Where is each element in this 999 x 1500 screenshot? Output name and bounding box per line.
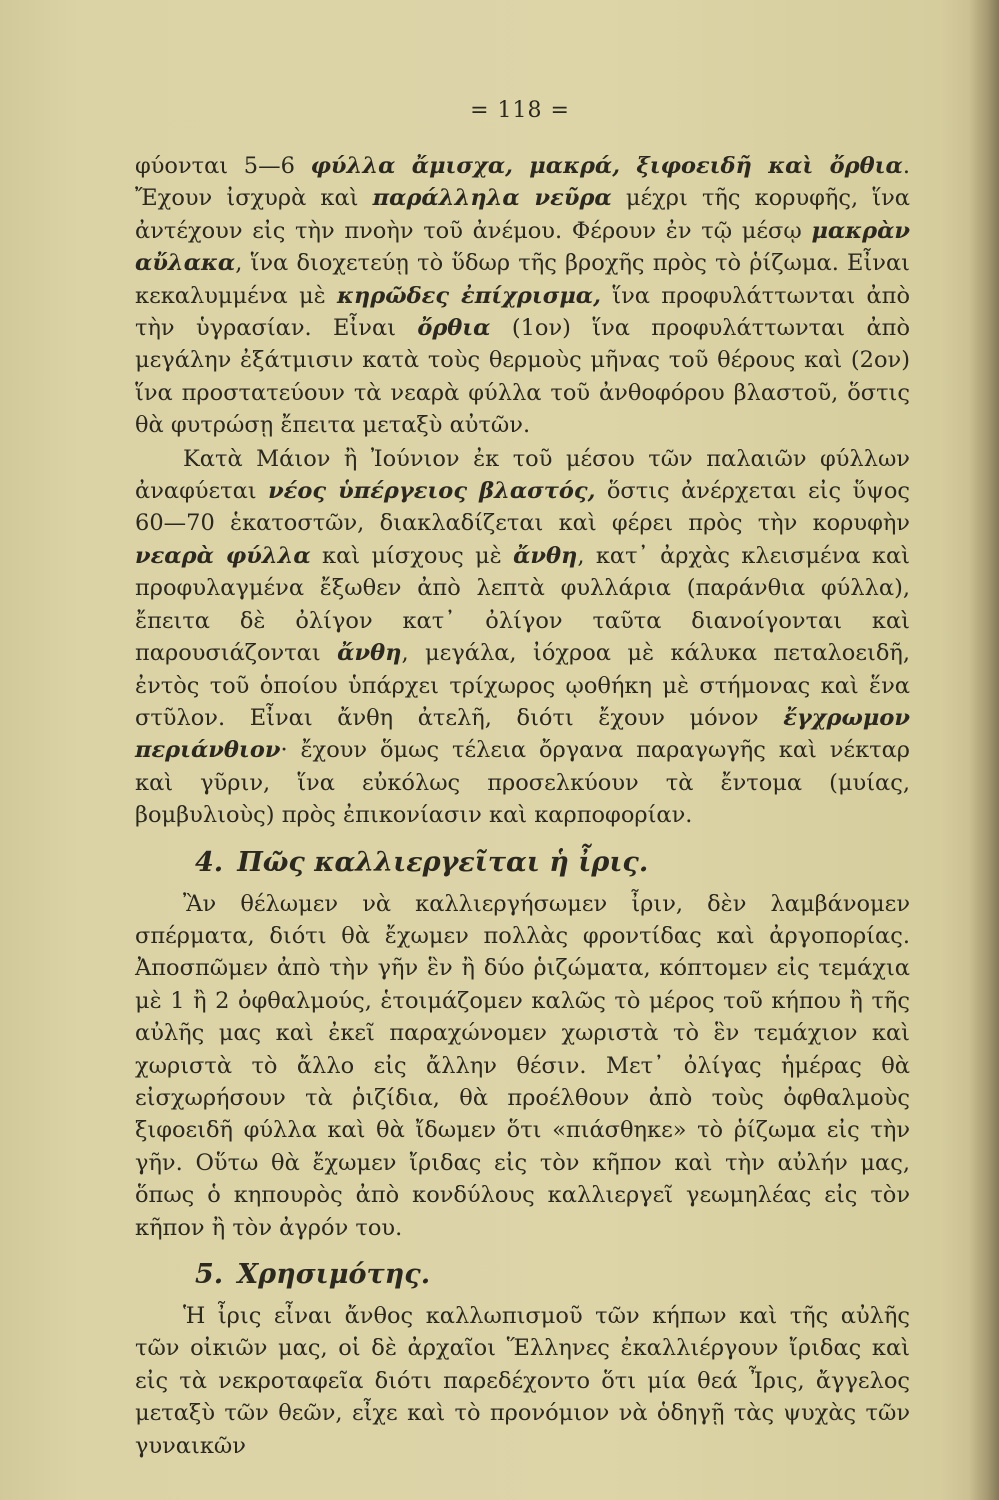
text-run: , ἵνα διοχετεύῃ τὸ ὕδωρ τῆς βροχῆς πρὸς τὸ ῥίζωμα. Εἶναι κεκαλυμμένα μὲ [135,250,910,309]
section-heading-usefulness [195,1256,910,1294]
text-run: μέχρι τῆς κορυφῆς, ἵνα ἀντέχουν εἰς τὴν πνοὴν τοῦ ἀνέμου. Φέρουν ἐν τῷ μέσῳ [135,185,910,244]
page-number: = 118 = [470,98,570,123]
text-run: . Ἔχουν ἰσχυρὰ καὶ [135,153,910,212]
emphasized-term: φύλλα ἄμισχα, μακρά, ξιφοειδῆ καὶ ὄρθια [310,153,903,179]
text-run: καὶ μίσχους μὲ [310,542,514,569]
section-number: 5. [195,1259,224,1290]
emphasized-term: ὄρθια [417,315,491,342]
text-run: ἵνα προφυλάττωνται ἀπὸ τὴν ὑγρασίαν. Εἶναι [135,282,910,342]
emphasized-term: κηρῶδες ἐπίχρισμα, [337,282,601,309]
text-run: Κατὰ Μάιον ἢ Ἰούνιον ἐκ τοῦ μέσου τῶν παλαιῶν φύλλων ἀναφύεται [135,445,910,505]
text-run: , μεγάλα, ἰόχροα μὲ κάλυκα πεταλοειδῆ, ἐντὸς τοῦ ὁποίου ὑπάρχει τρίχωρος ῳοθήκη μὲ στήμονας καὶ ἕνα στῦλον. Εἶναι ἄνθη ἀτελῆ, διότι ἔχουν μόνον [135,640,911,731]
emphasized-term: νέος ὑπέργειος βλαστός, [268,478,596,505]
emphasized-term: ἄνθη [513,542,578,569]
text-run: , κατ᾽ ἀρχὰς κλεισμένα καὶ προφυλαγμένα ἔξωθεν ἀπὸ λεπτὰ φυλλάρια (παράνθια φύλλα), ἔπειτα δὲ ὀλίγον κατ᾽ ὀλίγον ταῦτα διανοίγονται καὶ παρουσιάζονται [135,542,910,667]
section-heading-cultivation [195,844,910,882]
paragraph-usefulness: Ἡ ἶρις εἶναι ἄνθος καλλωπισμοῦ τῶν κήπων καὶ τῆς αὐλῆς τῶν οἰκιῶν μας, οἱ δὲ ἀρχαῖοι Ἕλληνες ἐκαλλιέργουν ἴριδας καὶ εἰς τὰ νεκροταφεῖα διότι παρεδέχοντο ὅτι μία θεά Ἶρις, ἄγγελος μεταξὺ τῶν θεῶν, εἶχε καὶ τὸ προνόμιον νὰ ὁδηγῇ τὰς ψυχὰς τῶν γυναικῶν [135,1303,910,1459]
text-run: φύονται 5—6 [135,153,311,179]
paragraph-cultivation: Ἂν θέλωμεν νὰ καλλιεργήσωμεν ἶριν, δὲν λαμβάνομεν σπέρματα, διότι θὰ ἔχωμεν πολλὰς φροντίδας καὶ ἀργοπορίας. Ἀποσπῶμεν ἀπὸ τὴν γῆν ἓν ἢ δύο ῥιζώματα, κόπτομεν εἰς τεμάχια μὲ 1 ἢ 2 ὀφθαλμούς, ἑτοιμάζομεν καλῶς τὸ μέρος τοῦ κήπου ἢ τῆς αὐλῆς μας καὶ ἐκεῖ παραχώνομεν χωριστὰ τὸ ἓν τεμάχιον καὶ χωριστὰ τὸ ἄλλο εἰς ἄλλην θέσιν. Μετ᾽ ὀλίγας ἡμέρας θὰ εἰσχωρήσουν τὰ ῥιζίδια, θὰ προέλθουν ἀπὸ τοὺς ὀφθαλμοὺς ξιφοειδῆ φύλλα καὶ θὰ ἴδωμεν ὅτι «πιάσθηκε» τὸ ῥίζωμα εἰς τὴν γῆν. Οὕτω θὰ ἔχωμεν ἴριδας εἰς τὸν κῆπον καὶ τὴν αὐλήν μας, ὅπως ὁ κηπουρὸς ἀπὸ κονδύλους καλλιεργεῖ γεωμηλέας εἰς τὸν κῆπον ἢ τὸν ἀγρόν του. [135,890,910,1241]
text-run: ὅστις ἀνέρχεται εἰς ὕψος 60—70 ἑκατοστῶν, διακλαδίζεται καὶ φέρει πρὸς τὴν κορυφὴν [135,478,910,537]
paragraph-flowering-stem [135,443,910,832]
page-body [135,150,910,1462]
text-run: · ἔχουν ὅμως τέλεια ὄργανα παραγωγῆς καὶ νέκταρ καὶ γῦριν, ἵνα εὐκόλως προσελκύουν τὰ ἔντομα (μυίας, βομβυλιοὺς) πρὸς ἐπικονίασιν καὶ καρποφορίαν. [135,737,910,829]
emphasized-term: ἔγχρωμον περιάνθιον [135,704,910,764]
section-number: 4. [195,846,224,878]
emphasized-term: νεαρὰ φύλλα [135,542,311,569]
text-run: (1ον) ἵνα προφυλάττωνται ἀπὸ μεγάλην ἐξάτμισιν κατὰ τοὺς θερμοὺς μῆνας τοῦ θέρους καὶ (2ον) ἵνα προστατεύουν τὰ νεαρὰ φύλλα τοῦ ἀνθοφόρου βλαστοῦ, ὅστις θὰ φυτρώσῃ ἔπειτα μεταξὺ αὐτῶν. [135,315,910,439]
emphasized-term: ἄνθη [337,640,402,667]
paragraph-leaves [135,150,910,442]
page-spine-shadow [969,0,999,1500]
section-title: Πῶς καλλιεργεῖται ἡ ἶρις. [237,846,649,878]
section-title: Χρησιμότης. [237,1259,431,1290]
emphasized-term: παράλληλα νεῦρα [372,185,612,212]
emphasized-term: μακρὰν αὔλακα [135,217,910,277]
